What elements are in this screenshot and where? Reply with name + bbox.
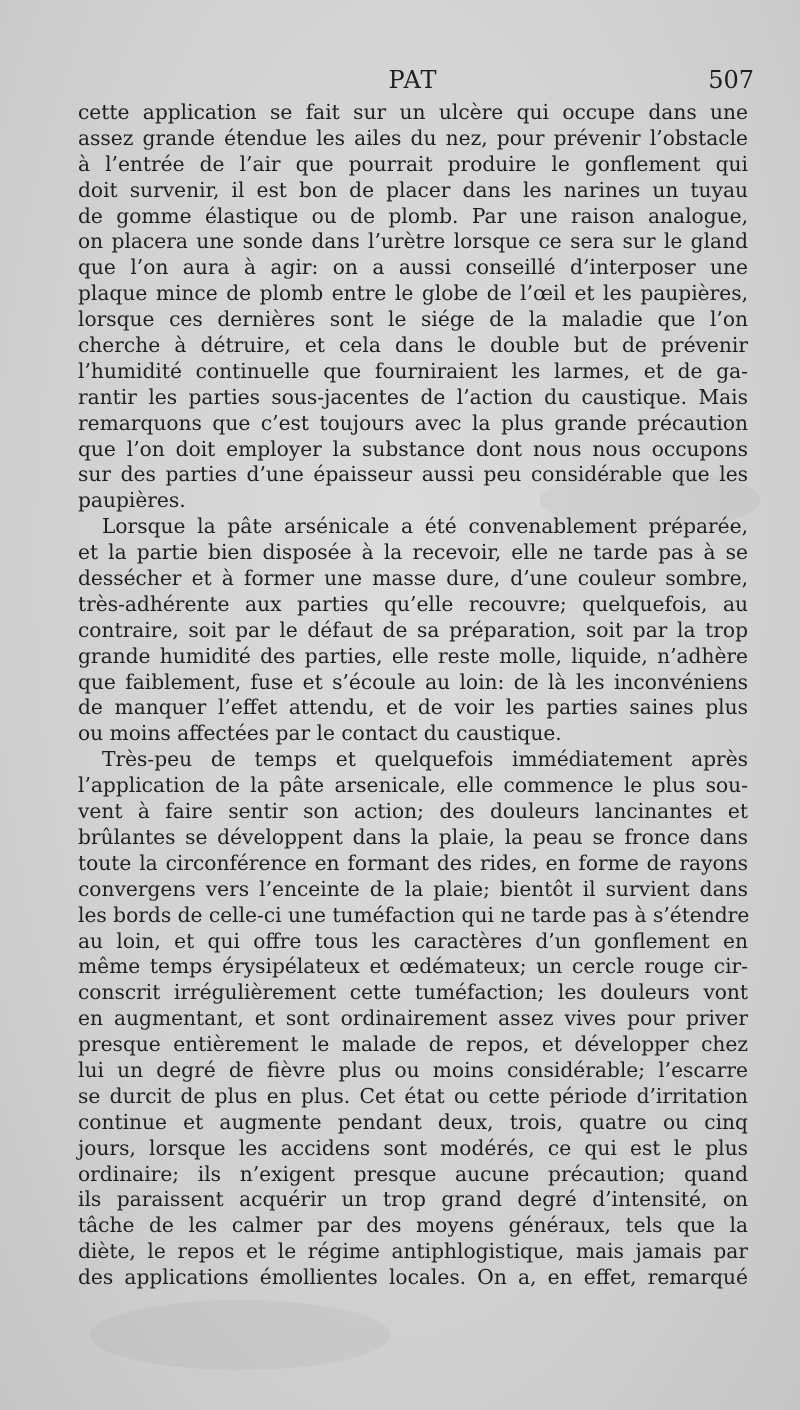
text-line: de manquer l’effet attendu, et de voir les parties saines plus — [78, 695, 748, 720]
text-line: grande humidité des parties, elle reste molle, liquide, n’adhère — [78, 643, 748, 668]
text-line: presque entièrement le malade de repos, et développer chez — [78, 1032, 748, 1057]
text-line: plaque mince de plomb entre le globe de l’œil et les paupières, — [78, 281, 748, 306]
text-line: toute la circonférence en formant des rides, en forme de rayons — [78, 850, 748, 875]
text-line: cette application se fait sur un ulcère qui occupe dans une — [78, 100, 748, 124]
paper-stain — [90, 1300, 390, 1370]
text-line: très-adhérente aux parties qu’elle recouvre; quelquefois, au — [78, 591, 748, 616]
running-head — [78, 66, 754, 100]
text-line: même temps érysipélateux et œdémateux; un cercle rouge cir- — [78, 954, 748, 979]
text-line: jours, lorsque les accidens sont modérés, ce qui est le plus — [78, 1135, 748, 1160]
text-line: l’humidité continuelle que fourniraient les larmes, et de ga- — [78, 358, 748, 383]
text-line: convergens vers l’enceinte de la plaie; bientôt il survient dans — [78, 876, 748, 901]
text-line: les bords de celle-ci une tuméfaction qui ne tarde pas à s’étendre — [78, 902, 750, 927]
text-line: au loin, et qui offre tous les caractères d’un gonflement en — [78, 928, 748, 953]
text-line: des applications émollientes locales. On a, en effet, remarqué — [78, 1265, 748, 1290]
text-line: cherche à détruire, et cela dans le double but de prévenir — [78, 333, 748, 358]
text-line: ils paraissent acquérir un trop grand degré d’intensité, on — [78, 1187, 748, 1212]
text-line: diète, le repos et le régime antiphlogistique, mais jamais par — [78, 1239, 748, 1264]
text-line: remarquons que c’est toujours avec la plus grande précaution — [78, 410, 748, 435]
text-line: se durcit de plus en plus. Cet état ou cette période d’irritation — [78, 1083, 748, 1108]
text-line: assez grande étendue les ailes du nez, pour prévenir l’obstacle — [78, 125, 748, 150]
text-line: Très-peu de temps et quelquefois immédiatement après — [102, 747, 748, 772]
text-line: que l’on doit employer la substance dont nous nous occupons — [78, 436, 748, 461]
text-line: de gomme élastique ou de plomb. Par une raison analogue, — [78, 203, 748, 228]
text-line: à l’entrée de l’air que pourrait produire le gonflement qui — [78, 151, 748, 176]
text-line: vent à faire sentir son action; des douleurs lancinantes et — [78, 799, 748, 824]
text-line: paupières. — [78, 488, 186, 513]
text-line: que l’on aura à agir: on a aussi conseillé d’interposer une — [78, 255, 748, 280]
text-line: tâche de les calmer par des moyens généraux, tels que la — [78, 1213, 748, 1238]
text-line: contraire, soit par le défaut de sa préparation, soit par la trop — [78, 617, 748, 642]
body-text — [78, 100, 748, 1291]
text-line: l’application de la pâte arsenicale, elle commence le plus sou- — [78, 773, 748, 798]
text-line: ou moins affectées par le contact du caustique. — [78, 721, 562, 746]
text-line: et la partie bien disposée à la recevoir, elle ne tarde pas à se — [78, 540, 748, 565]
text-line: brûlantes se développent dans la plaie, la peau se fronce dans — [78, 824, 748, 849]
text-line: sur des parties d’une épaisseur aussi peu considérable que les — [78, 462, 748, 487]
running-head-title: PAT — [388, 66, 438, 94]
text-line: que faiblement, fuse et s’écoule au loin: de là les inconvéniens — [78, 669, 748, 694]
text-line: conscrit irrégulièrement cette tuméfaction; les douleurs vont — [78, 980, 748, 1005]
text-line: continue et augmente pendant deux, trois, quatre ou cinq — [78, 1109, 748, 1134]
text-line: lorsque ces dernières sont le siége de la maladie que l’on — [78, 307, 748, 332]
text-line: lui un degré de fièvre plus ou moins considérable; l’escarre — [78, 1057, 748, 1082]
text-line: ordinaire; ils n’exigent presque aucune précaution; quand — [78, 1161, 748, 1186]
text-line: doit survenir, il est bon de placer dans les narines un tuyau — [78, 177, 748, 202]
text-line: Lorsque la pâte arsénicale a été convenablement préparée, — [102, 514, 748, 539]
text-line: en augmentant, et sont ordinairement assez vives pour priver — [78, 1006, 748, 1031]
page-number: 507 — [708, 66, 754, 94]
text-line: rantir les parties sous-jacentes de l’action du caustique. Mais — [78, 384, 748, 409]
text-line: dessécher et à former une masse dure, d’une couleur sombre, — [78, 566, 748, 591]
text-line: on placera une sonde dans l’urètre lorsque ce sera sur le gland — [78, 229, 748, 254]
